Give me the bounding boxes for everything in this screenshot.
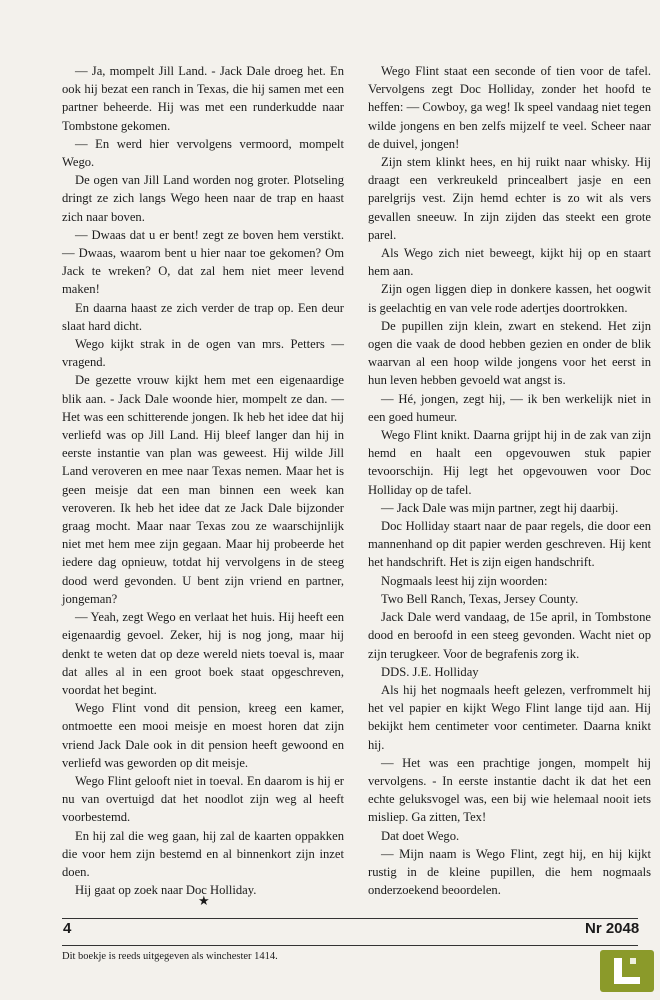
- right-column-paragraph: Als Wego zich niet beweegt, kijkt hij op en staart hem aan.: [368, 246, 651, 279]
- left-column-paragraph: Hij gaat op zoek naar Doc Holliday.: [75, 883, 257, 898]
- left-column-paragraph: — Ja, mompelt Jill Land. - Jack Dale droeg het. En ook hij bezat een ranch in Texas, die hij samen met een partner beheerde. Hij was met een runderkudde naar Tombstone gekomen.: [62, 64, 344, 133]
- right-column-paragraph: Als hij het nogmaals heeft gelezen, verfrommelt hij het vel papier en kijkt Wego Flint lange tijd aan. Hij bekijkt hem centimeter voor centimeter. Daarna knikt hij.: [368, 682, 651, 752]
- right-column-paragraph: Zijn stem klinkt hees, en hij ruikt naar whisky. Hij draagt een verkreukeld princealbert jasje en een parelgrijs vest. Zijn hemd echter is zo wit als vers gevallen sneeuw. In zijn zijden das steekt een grote parel.: [368, 155, 651, 242]
- right-column-paragraph: — Jack Dale was mijn partner, zegt hij daarbij.: [381, 500, 619, 515]
- right-text-column: [368, 62, 651, 899]
- issue-number: Nr 2048: [585, 920, 640, 937]
- right-column-paragraph: DDS. J.E. Holliday: [381, 664, 479, 679]
- page-number: 4: [63, 920, 72, 937]
- left-column-paragraph: En hij zal die weg gaan, hij zal de kaarten oppakken die voor hem zijn bestemd en al binnenkort zijn inzet doen.: [62, 828, 344, 879]
- right-column-paragraph: Doc Holliday staart naar de paar regels, die door een mannenhand op dit papier werden geschreven. Hij kent het handschrift. Het is zijn eigen handschrift.: [368, 519, 651, 570]
- left-column-paragraph: Wego Flint vond dit pension, kreeg een kamer, ontmoette een mooi meisje en moest horen dat zijn vriend Jack Dale ook in dit pension heeft gewoond en verliefd was geworden op dit meisje.: [62, 701, 344, 770]
- left-text-column: [62, 62, 344, 899]
- right-column-paragraph: Wego Flint knikt. Daarna grijpt hij in de zak van zijn hemd en haalt een opgevouwen stuk papier tevoorschijn. Hij legt het opgevouwen voor Doc Holliday op de tafel.: [368, 428, 651, 497]
- footer-divider-bottom: [62, 945, 638, 946]
- left-column-paragraph: — En werd hier vervolgens vermoord, mompelt Wego.: [62, 136, 344, 170]
- publication-note: Dit boekje is reeds uitgegeven als winchester 1414.: [62, 951, 278, 962]
- left-column-paragraph: Wego Flint gelooft niet in toeval. En daarom is hij er nu van overtuigd dat het noodlot zijn weg al heeft voorbestemd.: [62, 773, 344, 825]
- right-column-paragraph: — Mijn naam is Wego Flint, zegt hij, en hij kijkt rustig in de kleine pupillen, die hem nogmaals onderzoekend beoordelen.: [368, 846, 651, 898]
- right-column-paragraph: — Hé, jongen, zegt hij, — ik ben werkelijk niet in een goed humeur.: [368, 391, 651, 424]
- right-column-paragraph: Dat doet Wego.: [381, 828, 460, 843]
- right-column-paragraph: Zijn ogen liggen diep in donkere kassen, het oogwit is geelachtig en van vele rode adertjes doortrokken.: [368, 282, 651, 315]
- corner-logo-icon: [600, 950, 654, 992]
- right-column-paragraph: Jack Dale werd vandaag, de 15e april, in Tombstone dood en beroofd in een steeg gevonden. Wacht niet op zijn terugkeer. Voor de begrafenis zorg ik.: [368, 610, 651, 661]
- left-column-paragraph: Wego kijkt strak in de ogen van mrs. Petters — vragend.: [62, 337, 344, 370]
- left-column-paragraph: — Dwaas dat u er bent! zegt ze boven hem verstikt. — Dwaas, waarom bent u hier naar toe gekomen? Om Jack te wreken? O, dat zal hem niet meer levend maken!: [62, 227, 344, 297]
- right-column-paragraph: Nogmaals leest hij zijn woorden:: [381, 573, 548, 588]
- left-column-paragraph: — Yeah, zegt Wego en verlaat het huis. Hij heeft een eigenaardig gevoel. Zeker, hij is nog jong, maar hij denkt te weten dat op deze wereld niets toeval is, maar dat alles al in een groot boek staat opgeschreven, voordat het begint.: [62, 610, 344, 697]
- right-column-paragraph: Two Bell Ranch, Texas, Jersey County.: [381, 591, 579, 606]
- section-separator-star: ★: [198, 893, 210, 908]
- left-column-paragraph: De gezette vrouw kijkt hem met een eigenaardige blik aan. - Jack Dale woonde hier, mompelt ze dan. — Het was een schitterende jongen. Ik heb het idee dat hij verliefd was op Jill Land. Hij bleef langer dan hij in eerste instantie van plan was geweest. Hij wilde Jill Land veroveren en mee naar Texas nemen. Maar het is geen meisje dat een man binnen een week kan veroveren. Ik heb het idee dat ze Jack Dale bijzonder graag mocht. Maar naar Texas zou ze waarschijnlijk niet met hem mee zijn gegaan. Maar hij probeerde het iedere dag opnieuw, totdat hij vervolgens in de steeg dood werd gevonden. U bent zijn vriend en partner, jongeman?: [62, 373, 344, 606]
- right-column-paragraph: Wego Flint staat een seconde of tien voor de tafel. Vervolgens zegt Doc Holliday, zonder het hoofd te heffen: — Cowboy, ga weg! Ik speel vandaag niet tegen wilde jongens en ben zelfs mijzelf te veel. Scheer naar de duivel, jongen!: [368, 64, 651, 151]
- left-column-paragraph: De ogen van Jill Land worden nog groter. Plotseling dringt ze zich langs Wego heen naar de trap en haast zich naar boven.: [62, 173, 344, 224]
- footer-divider-top: [62, 918, 638, 919]
- right-column-paragraph: — Het was een prachtige jongen, mompelt hij vervolgens. - In eerste instantie dacht ik dat het een echte geluksvogel was, een bij wie helemaal nooit iets misliep. Ga zitten, Tex!: [368, 755, 651, 825]
- left-column-paragraph: En daarna haast ze zich verder de trap op. Een deur slaat hard dicht.: [62, 300, 344, 333]
- right-column-paragraph: De pupillen zijn klein, zwart en stekend. Het zijn ogen die vaak de dood hebben gezien en onder de blik waarvan al een hoop wilde jongens voor het eerst in hun leven hebben gevoeld wat angst is.: [368, 318, 651, 388]
